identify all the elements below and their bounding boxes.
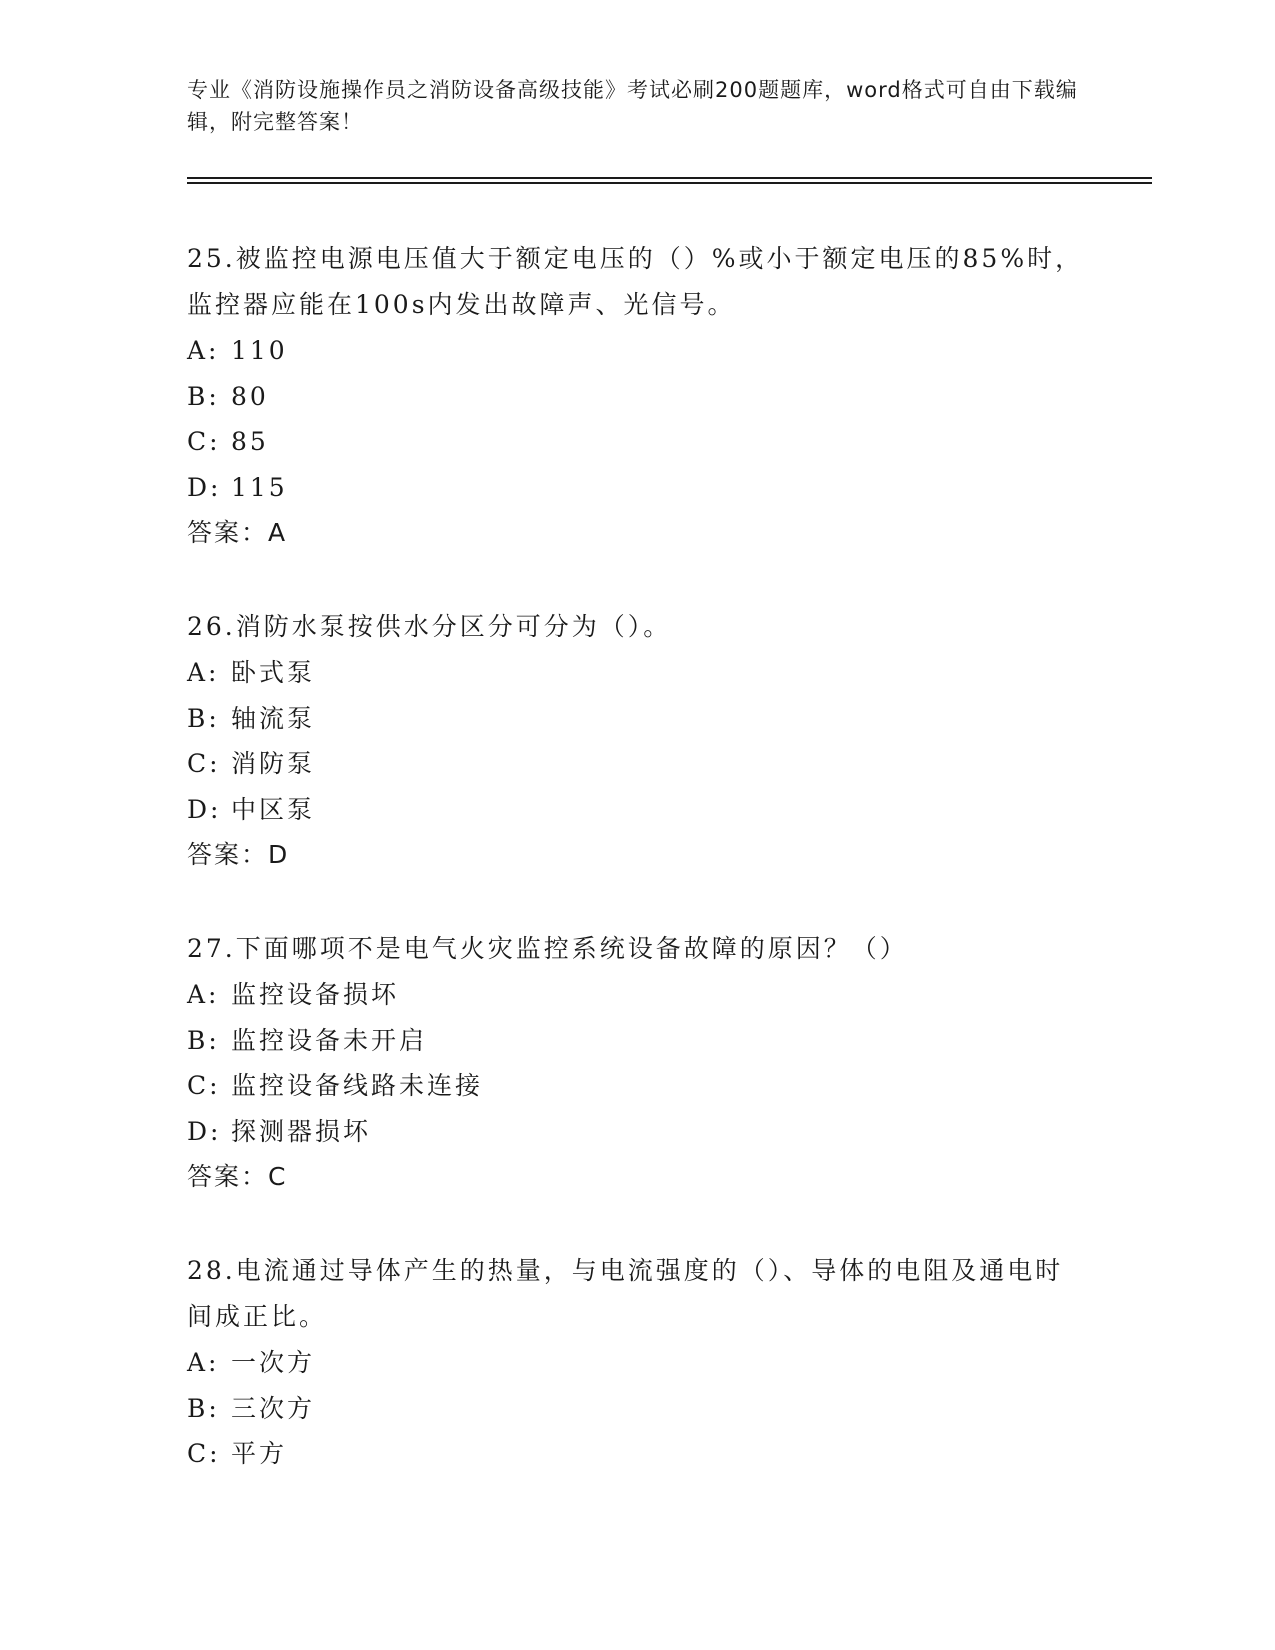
option-letter: C:: [187, 1439, 221, 1468]
option-c: [187, 419, 1087, 465]
option-text: 三次方: [231, 1393, 316, 1423]
option-c: [187, 1063, 1087, 1109]
option-letter: D:: [187, 794, 222, 824]
question-26: [187, 604, 1087, 878]
option-text: 一次方: [231, 1348, 316, 1377]
option-letter: B:: [187, 381, 220, 411]
option-letter: A:: [187, 980, 220, 1009]
option-text: 监控设备未开启: [231, 1025, 428, 1055]
option-letter: B:: [187, 1393, 220, 1423]
option-text: 中区泵: [231, 794, 316, 824]
option-text: 消防泵: [231, 749, 316, 778]
option-a: [187, 328, 1087, 374]
question-28: [187, 1248, 1087, 1477]
option-a: [187, 1340, 1087, 1386]
option-text: 80: [231, 381, 269, 411]
option-d: [187, 1109, 1087, 1155]
option-text: 监控设备线路未连接: [231, 1071, 484, 1100]
header-divider-top: [187, 177, 1152, 179]
option-letter: A:: [187, 1348, 220, 1377]
question-27: [187, 926, 1087, 1200]
option-d: [187, 465, 1087, 511]
option-letter: B:: [187, 1025, 220, 1055]
answer: 答案：A: [187, 518, 288, 547]
option-b: [187, 696, 1087, 742]
question-text: 28.电流通过导体产生的热量，与电流强度的（）、导体的电阻及通电时间成正比。: [187, 1256, 1064, 1331]
option-text: 平方: [231, 1439, 288, 1468]
option-letter: C:: [187, 749, 221, 778]
option-letter: A:: [187, 658, 220, 687]
option-text: 监控设备损坏: [231, 980, 400, 1009]
option-text: 轴流泵: [231, 703, 316, 733]
option-b: [187, 374, 1087, 420]
header-divider-bottom: [187, 182, 1152, 184]
option-text: 110: [231, 336, 288, 365]
answer: 答案：D: [187, 840, 290, 869]
option-b: [187, 1018, 1087, 1064]
option-a: [187, 650, 1087, 696]
option-d: [187, 787, 1087, 833]
document-header: 专业《消防设施操作员之消防设备高级技能》考试必刷200题题库，word格式可自由下载编辑，附完整答案！: [187, 78, 1078, 134]
option-text: 卧式泵: [231, 658, 316, 687]
answer: 答案：C: [187, 1162, 288, 1191]
option-text: 85: [231, 427, 269, 456]
option-c: [187, 741, 1087, 787]
option-text: 115: [231, 472, 288, 502]
option-letter: A:: [187, 336, 220, 365]
option-c: [187, 1431, 1087, 1477]
option-a: [187, 972, 1087, 1018]
option-letter: D:: [187, 1116, 222, 1146]
option-text: 探测器损坏: [231, 1116, 372, 1146]
question-text: 25.被监控电源电压值大于额定电压的（）%或小于额定电压的85%时，监控器应能在100s内发出故障声、光信号。: [187, 244, 1084, 319]
question-list: [187, 236, 1087, 1525]
option-b: [187, 1386, 1087, 1432]
option-letter: C:: [187, 427, 221, 456]
question-25: [187, 236, 1087, 556]
option-letter: B:: [187, 703, 220, 733]
question-text: 26.消防水泵按供水分区分可分为（）。: [187, 612, 672, 641]
option-letter: D:: [187, 472, 222, 502]
question-text: 27.下面哪项不是电气火灾监控系统设备故障的原因？（）: [187, 934, 908, 963]
option-letter: C:: [187, 1071, 221, 1100]
